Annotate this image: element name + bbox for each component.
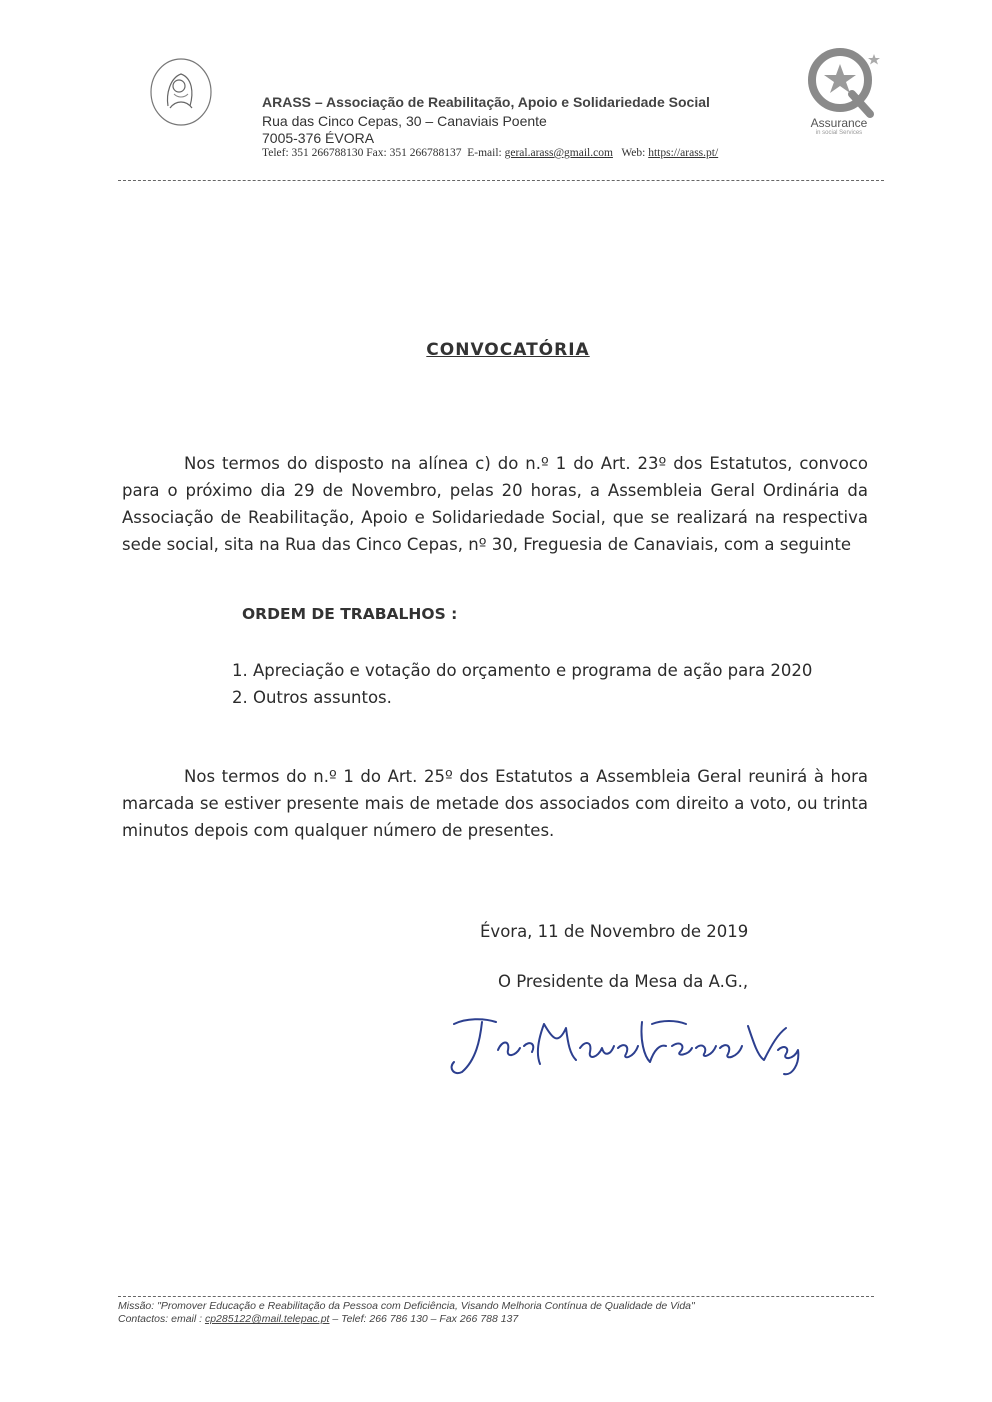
web-label: Web: <box>621 147 646 159</box>
email-label: E-mail: <box>467 147 502 159</box>
signature <box>440 1010 820 1082</box>
web-link[interactable]: https://arass.pt/ <box>648 147 719 159</box>
signatory-title: O Presidente da Mesa da A.G., <box>498 972 749 991</box>
contacts-label: Contactos: email : <box>118 1313 203 1325</box>
footer-divider <box>118 1296 874 1297</box>
quorum-paragraph: Nos termos do n.º 1 do Art. 25º dos Estatutos a Assembleia Geral reunirá à hora marcada se estiver presente mais de metade dos associados com direito a voto, ou trinta minutos depois com qualquer número de presentes. <box>122 767 868 840</box>
footer-contacts <box>118 1313 695 1326</box>
org-address <box>262 113 547 147</box>
mission-statement: Missão: "Promover Educação e Reabilitação da Pessoa com Deficiência, Visando Melhoria Contínua de Qualidade de Vida" <box>118 1300 695 1312</box>
agenda-title: ORDEM DE TRABALHOS : <box>242 605 458 623</box>
assurance-sublabel: in social Services <box>815 130 863 136</box>
assurance-label: Assurance <box>810 116 868 130</box>
address-line-1: Rua das Cinco Cepas, 30 – Canaviais Poente <box>262 113 547 129</box>
org-name: ARASS – Associação de Reabilitação, Apoio e Solidariedade Social <box>262 94 710 110</box>
convocation-paragraph: Nos termos do disposto na alínea c) do n.º 1 do Art. 23º dos Estatutos, convoco para o próximo dia 29 de Novembro, pelas 20 horas, a Assembleia Geral Ordinária da Associação de Reabilitação, Apoio e Solidariedade Social, que se realizará na respectiva sede social, sita na Rua das Cinco Cepas, nº 30, Freguesia de Canaviais, com a seguinte <box>122 454 868 554</box>
footer <box>118 1300 695 1326</box>
agenda-item: 1. Apreciação e votação do orçamento e programa de ação para 2020 <box>232 661 813 680</box>
agenda-list <box>232 657 812 711</box>
document-title: CONVOCATÓRIA <box>426 340 590 360</box>
tel-fax: Telef: 351 266788130 Fax: 351 266788137 <box>262 147 462 159</box>
contacts-phones: – Telef: 266 786 130 – Fax 266 788 137 <box>329 1313 519 1325</box>
address-line-2: 7005-376 ÉVORA <box>262 130 375 146</box>
arass-logo-icon <box>148 56 214 128</box>
email-link[interactable]: geral.arass@gmail.com <box>504 147 613 159</box>
header-divider <box>118 180 884 181</box>
agenda-item: 2. Outros assuntos. <box>232 688 392 707</box>
document-date: Évora, 11 de Novembro de 2019 <box>480 922 749 941</box>
contacts-email-link[interactable]: cp285122@mail.telepac.pt <box>204 1313 330 1325</box>
org-contacts <box>262 147 718 159</box>
